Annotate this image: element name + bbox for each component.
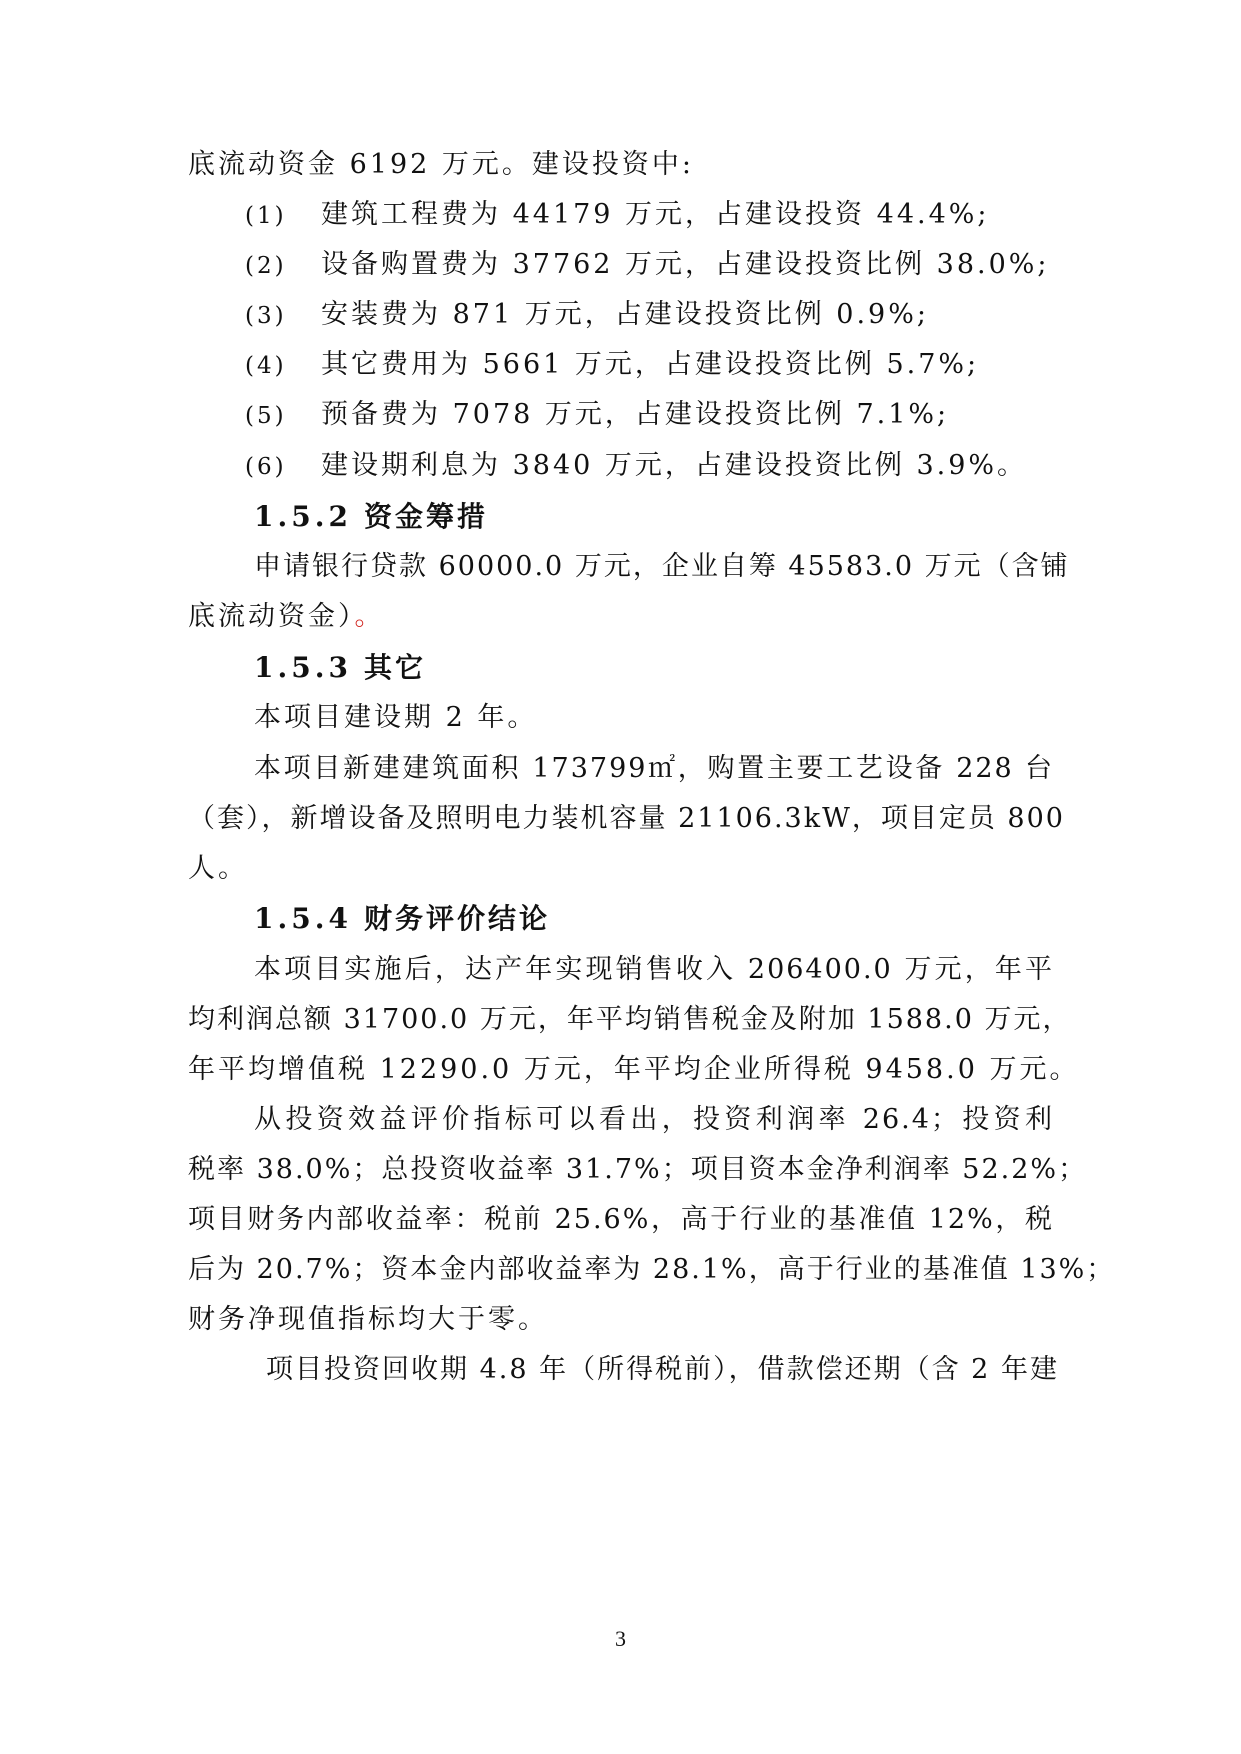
paragraph-line: 申请银行贷款 60000.0 万元，企业自筹 45583.0 万元（含铺	[254, 551, 1070, 582]
list-text: 安装费为 871 万元，占建设投资比例 0.9%;	[321, 299, 929, 330]
paragraph-line	[188, 597, 385, 637]
punctuation-mark: 。	[354, 601, 385, 632]
intro-line: 底流动资金 6192 万元。建设投资中:	[188, 149, 694, 180]
list-text: 其它费用为 5661 万元，占建设投资比例 5.7%;	[321, 349, 980, 380]
list-text: 预备费为 7078 万元，占建设投资比例 7.1%;	[321, 399, 950, 430]
paragraph-line: 本项目实施后，达产年实现销售收入 206400.0 万元，年平	[254, 954, 1054, 985]
list-item-1	[245, 195, 990, 235]
list-item-3	[245, 295, 929, 335]
list-text: 设备购置费为 37762 万元，占建设投资比例 38.0%;	[321, 249, 1050, 280]
list-number: (6)	[245, 454, 287, 480]
list-number: (5)	[245, 403, 287, 429]
paragraph-line: 项目投资回收期 4.8 年（所得税前），借款偿还期（含 2 年建	[266, 1354, 1059, 1385]
paragraph-line: 本项目新建建筑面积 173799㎡，购置主要工艺设备 228 台	[254, 753, 1054, 784]
section-number: 1.5.2	[254, 500, 352, 533]
list-number: (1)	[245, 203, 287, 229]
paragraph-line: 项目财务内部收益率：税前 25.6%，高于行业的基准值 12%，税	[188, 1204, 1054, 1235]
list-item-6	[245, 446, 1027, 486]
list-number: (3)	[245, 303, 287, 329]
section-heading-1-5-2	[254, 497, 488, 537]
section-heading-1-5-4	[254, 899, 550, 939]
section-number: 1.5.4	[254, 902, 352, 935]
paragraph-line: 本项目建设期 2 年。	[254, 702, 538, 733]
paragraph-text: 底流动资金）	[188, 601, 355, 632]
paragraph-line: 财务净现值指标均大于零。	[188, 1304, 548, 1335]
paragraph-line: 年平均增值税 12290.0 万元，年平均企业所得税 9458.0 万元。	[188, 1054, 1080, 1085]
paragraph-line: 从投资效益评价指标可以看出，投资利润率 26.4；投资利	[254, 1104, 1054, 1135]
paragraph-line: 人。	[188, 853, 248, 884]
section-title: 资金筹措	[364, 500, 489, 533]
list-number: (2)	[245, 253, 287, 279]
section-heading-1-5-3	[254, 648, 426, 688]
paragraph-line: 税率 38.0%；总投资收益率 31.7%；项目资本金净利润率 52.2%；	[188, 1154, 1088, 1185]
page-number: 3	[615, 1626, 626, 1651]
list-item-5	[245, 395, 949, 435]
list-number: (4)	[245, 353, 287, 379]
list-text: 建筑工程费为 44179 万元，占建设投资 44.4%;	[321, 199, 990, 230]
paragraph-line: （套），新增设备及照明电力装机容量 21106.3kW，项目定员 800	[188, 803, 1065, 834]
section-number: 1.5.3	[254, 651, 352, 684]
paragraph-line: 后为 20.7%；资本金内部收益率为 28.1%，高于行业的基准值 13%；	[188, 1254, 1116, 1285]
section-title: 财务评价结论	[364, 902, 551, 935]
section-title: 其它	[364, 651, 427, 684]
paragraph-line: 均利润总额 31700.0 万元，年平均销售税金及附加 1588.0 万元，	[188, 1004, 1072, 1035]
list-item-2	[245, 245, 1050, 285]
list-item-4	[245, 345, 979, 385]
list-text: 建设期利息为 3840 万元，占建设投资比例 3.9%。	[321, 450, 1028, 481]
